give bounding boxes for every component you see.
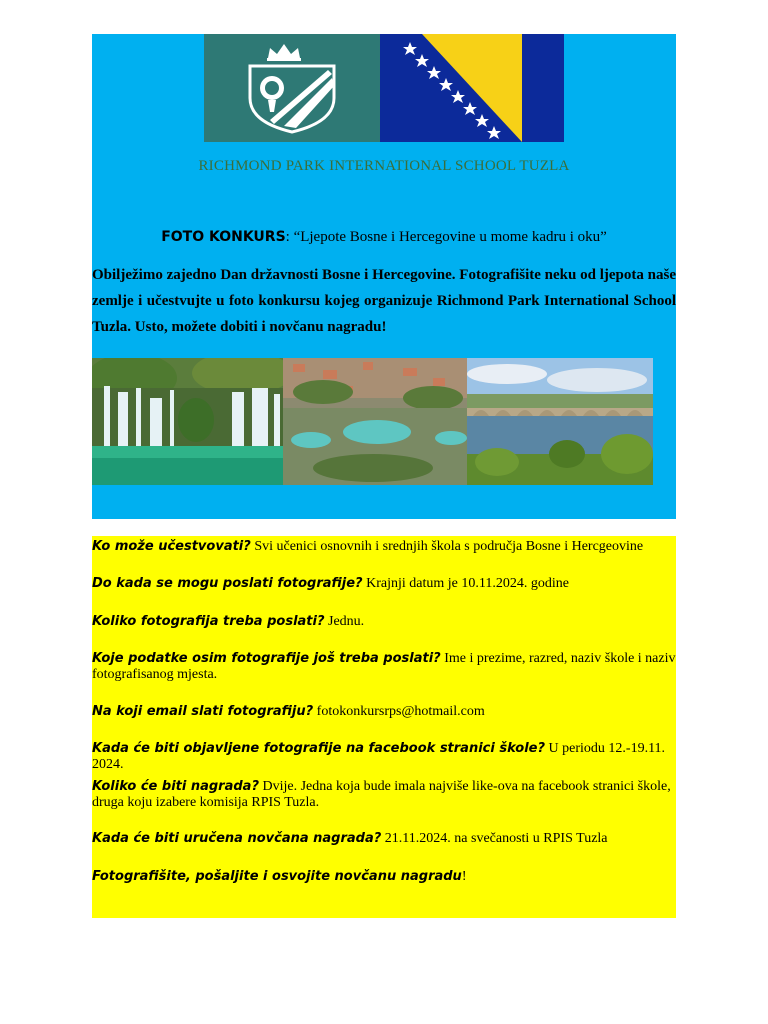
faq-question: Na koji email slati fotografiju? [92, 704, 314, 719]
faq-item [92, 779, 676, 811]
faq-question: Koje podatke osim fotografije još treba poslati? [92, 651, 441, 666]
faq-item [92, 539, 676, 555]
faq-answer: Svi učenici osnovnih i srednjih škola s područja Bosne i Hercgeovine [250, 539, 644, 554]
faq-question: Koliko će biti nagrada? [92, 779, 259, 794]
contest-title [92, 229, 676, 246]
faq-item [92, 741, 676, 773]
faq-item [92, 704, 676, 720]
faq-question: Do kada se mogu poslati fotografije? [92, 576, 363, 591]
faq-answer: Dvije. Jedna koja bude imala najviše like-ova na facebook stranici škole, druga koju izabere komisija RPIS Tuzla. [92, 779, 671, 810]
faq-answer: 21.11.2024. na svečanosti u RPIS Tuzla [381, 831, 608, 846]
contest-subtitle: : “Ljepote Bosne i Hercegovine u mome kadru i oku” [285, 229, 607, 245]
faq-item [92, 651, 676, 683]
faq-question: Kada će biti uručena novčana nagrada? [92, 831, 382, 846]
school-name: RICHMOND PARK INTERNATIONAL SCHOOL TUZLA [198, 158, 570, 174]
contest-label: FOTO KONKURS [161, 229, 286, 245]
waterfall-photo [92, 358, 283, 485]
faq-answer: Jednu. [324, 614, 365, 629]
intro-paragraph: Obilježimo zajedno Dan državnosti Bosne i Hercegovine. Fotografišite neku od ljepota naše zemlje i učestvujte u foto konkursu kojeg organizuje Richmond Park International School Tuzla. Usto, možete dobiti i novčanu nagradu! [92, 267, 676, 335]
faq-panel [92, 536, 676, 918]
faq-item [92, 831, 676, 847]
stone-bridge-photo [467, 358, 653, 485]
faq-question: Kada će biti objavljene fotografije na facebook stranici škole? [92, 741, 546, 756]
faq-answer-email[interactable]: fotokonkursrps@hotmail.com [313, 704, 485, 719]
faq-answer: U periodu 12.-19.11. 2024. [92, 741, 666, 772]
faq-answer: Ime i prezime, razred, naziv škole i naziv fotografisanog mjesta. [92, 651, 676, 682]
faq-closing-mark: ! [461, 869, 467, 884]
faq-answer: Krajnji datum je 10.11.2024. godine [362, 576, 569, 591]
faq-item [92, 614, 676, 630]
lion-crest-icon [204, 34, 380, 142]
city-park-photo [283, 358, 467, 485]
faq-item [92, 869, 676, 885]
bosnia-flag-icon [380, 34, 564, 142]
faq-question: Koliko fotografija treba poslati? [92, 614, 325, 629]
school-logo [204, 34, 380, 142]
faq-item [92, 576, 676, 592]
faq-closing: Fotografišite, pošaljite i osvojite novčanu nagradu [92, 869, 462, 884]
faq-question: Ko može učestvovati? [92, 539, 251, 554]
